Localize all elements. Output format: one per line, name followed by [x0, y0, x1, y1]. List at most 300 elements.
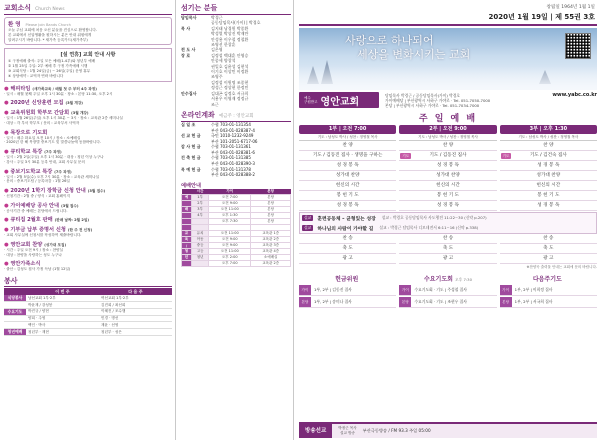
- worship-order-item: [500, 191, 597, 201]
- worship-slot: 중등: [192, 243, 209, 249]
- closing-order-item: 광 고: [399, 254, 496, 264]
- worship-order-grid: [299, 125, 597, 211]
- worship-order-chip: 기도: [502, 154, 510, 158]
- worship-order-text: 헌신의 시간: [335, 183, 360, 188]
- account-number: 부산 043-01-028388-2: [211, 172, 255, 178]
- news-item-line: · 일시 : 매주 화요일 오전 10시 / 장소 : 소예배실: [4, 135, 81, 140]
- account-number: 수협 703-01-131385: [211, 155, 251, 161]
- news-item-title: [4, 216, 172, 223]
- staff-role: 담임목사: [181, 15, 197, 20]
- broadcast-label: 방송선교: [299, 424, 332, 438]
- news-item-title-text: 2020년 1학기 장학금 신청 안내: [10, 187, 86, 194]
- worship-order-text: 성 경 봉 독: [436, 203, 460, 208]
- worship-group-label: 예: [182, 195, 192, 201]
- worship-order-text: 봉 헌 기 도: [336, 193, 359, 198]
- worship-order-item: [399, 181, 496, 191]
- table-row: [182, 249, 291, 255]
- staff-column: [178, 0, 294, 440]
- staff-names: 김정섭 이원명 조종현: [211, 79, 249, 85]
- duty-summary-title-text: 헌금위원: [335, 276, 359, 283]
- issue-date: 2020년 1월 19일 | 제 55권 3호: [488, 13, 595, 21]
- worship-order-text: 헌신의 시간: [536, 183, 561, 188]
- table-row: [182, 255, 291, 261]
- worship-time: 오전 9:00: [209, 201, 251, 207]
- service-duty-table: [4, 288, 172, 336]
- service-duty-label: [4, 315, 26, 322]
- account-number: 국민 1010-1232-9249: [211, 133, 254, 139]
- staff-names: 김대곤 김정호 서규희: [211, 90, 249, 96]
- snow-overlay: [299, 66, 597, 90]
- duty-summary-text: 1부, 2부 | 김동진 집사: [314, 286, 352, 292]
- service-duty-label: 식당봉사: [4, 295, 26, 302]
- service-duty-next-week: 여선교회 1부·2부: [99, 295, 172, 302]
- worship-order-item: [299, 201, 396, 211]
- news-item-line: · 공사기간 중 예배는 본당에서 드립니다.: [4, 208, 68, 213]
- table-row: [4, 308, 172, 315]
- news-item-line: · 대상 : 각 부서 학부모 / 문의 : 교육부서 사역자: [4, 120, 80, 125]
- worship-order-item: [500, 141, 597, 151]
- service-duty-label: [4, 302, 26, 309]
- worship-place: 교육관 4층: [251, 249, 291, 255]
- worship-service-tag: 2부 | 오전 9:00: [399, 125, 496, 134]
- worship-guide-col-header: 시간: [192, 189, 209, 195]
- footnote: ※찬양곡 출력물 안내는 교회에 문의 바랍니다.: [526, 265, 597, 269]
- duty-summary-line: [500, 296, 597, 308]
- service-duty-this-week: 박진규 / 양현: [26, 308, 99, 315]
- worship-order-text: 성 경 봉 독: [336, 163, 359, 168]
- broadcast-preacher: 박정근 목사 설교 방송: [338, 426, 357, 435]
- worship-service-tag: 3부 | 오후 1:30: [500, 125, 597, 134]
- worship-order-text: 성가대 찬양: [536, 173, 561, 178]
- news-item-title: [4, 148, 172, 155]
- bullet-icon: ●: [4, 100, 11, 107]
- account-number: 수협 703-01-131361: [211, 144, 251, 150]
- duty-location-pill: 가이: [500, 285, 512, 295]
- worship-order-text: 성 경 봉 독: [436, 163, 460, 168]
- worship-place: 소예배실: [251, 255, 291, 261]
- table-row: [182, 243, 291, 249]
- church-slogan: 사랑으로 하나되어 세상을 변화시키는 교회: [345, 34, 471, 61]
- news-item-line: · 일시 : 2월 5일(수) 오후 7시 30분 · 장소 : 교육관 세미나실: [4, 174, 100, 179]
- worship-group-label: 교: [182, 231, 192, 237]
- account-row: [181, 172, 291, 178]
- news-item-extra: (3월 접수): [87, 188, 106, 193]
- news-item-title: [4, 109, 172, 116]
- worship-order-item: [299, 191, 396, 201]
- news-item-extra: (성가대 모집): [44, 243, 67, 248]
- service-duty-this-week: 백인 · 박사: [26, 322, 99, 329]
- worship-service-tag: 1부 | 오전 7:00: [299, 125, 396, 134]
- sermon-title: 훈련공동체 – 균형있는 성장: [317, 216, 376, 222]
- worship-place: 본당: [251, 201, 291, 207]
- service-duty-label: [4, 322, 26, 329]
- worship-service-leaders: 기도 : 남성도 박사 / 성찬 : 정영철 목사: [299, 134, 396, 141]
- closing-order-item: 광 고: [500, 254, 597, 264]
- duty-summary-text: 수요기도회 · 기도 | 조현우 집사: [414, 298, 467, 304]
- account-number: 수협 703-01-131378: [211, 166, 251, 172]
- news-item-title: [4, 85, 172, 92]
- worship-order-text: 찬 양: [442, 143, 454, 148]
- bullet-icon: ●: [4, 149, 11, 156]
- worship-place: 교육관 1층: [251, 231, 291, 237]
- duty-location-pill: 가이: [399, 285, 411, 295]
- worship-order-item: [299, 141, 396, 151]
- sermon-row: [300, 223, 596, 233]
- worship-place: 본당: [251, 213, 291, 219]
- worship-guide-table: [181, 189, 291, 267]
- duty-summary-text: 1부, 2부 | 서국희 집사: [514, 298, 553, 304]
- worship-order-item: [500, 171, 597, 181]
- worship-order-item: [299, 171, 396, 181]
- closing-order-column: [299, 234, 396, 264]
- duty-summary-line: [500, 284, 597, 296]
- news-item-line: · 일시 : 1월 26일(주일) 오후 1시 30분 ~ 3시 · 장소 : 교육관 2층 세미나실: [4, 116, 123, 121]
- closing-order-column: [500, 234, 597, 264]
- worship-time: 오후 7:30: [209, 219, 251, 225]
- worship-group-label: /: [182, 243, 192, 249]
- duty-summary-line: [399, 284, 496, 296]
- duty-summary-sub: 오후 7:30: [454, 277, 473, 282]
- closing-order-item: 광 고: [299, 254, 396, 264]
- service-duty-col-header: 이 번 주: [26, 288, 99, 295]
- bullet-icon: ●: [4, 168, 11, 175]
- account-type: 십 일 조: [181, 121, 196, 127]
- qr-code-icon[interactable]: [565, 33, 591, 59]
- duty-summary-text: 수요기도회 · 기도 | 주성철 집사: [414, 286, 467, 292]
- staff-header: 섬기는 분들: [181, 3, 291, 15]
- news-item-extra: (7주 과정): [44, 150, 62, 155]
- worship-group-label: 육: [182, 237, 192, 243]
- news-item-line: · 일시 : 2월 2일(주일) 오후 1시 30분 · 대상 : 청년 이상 누구나: [4, 155, 104, 160]
- news-item-line: · 일시 : 매월 첫째 주일 오후 1시 30분 · 장소 : 본당 11:30, 오후 2시: [4, 91, 113, 96]
- service-duty-label: 청년예배: [4, 329, 26, 336]
- news-item-line: · 신청기간 : 2월 중 / 양식 : 교회 홈페이지: [4, 193, 70, 198]
- service-duty-this-week: 청년부 · 재현: [26, 329, 99, 336]
- bullet-icon: ●: [4, 187, 11, 194]
- holiday-notice-line: ④ 상담예약 : 교역자 연락 바랍니다: [8, 73, 64, 78]
- church-news-column: [0, 0, 176, 440]
- worship-place: 교육관 2층: [251, 261, 291, 267]
- worship-order-text: 기도 / 김동진 집사 · 생명을 구하는: [312, 153, 383, 158]
- news-item-line: · 출산 : 김성도 집사 가정 득남 (1월 12일): [4, 267, 71, 272]
- closing-order-grid: [299, 234, 597, 264]
- closing-order-item: 찬 송: [299, 234, 396, 244]
- worship-place: 교육관 3층: [251, 243, 291, 249]
- bullet-icon: ●: [4, 242, 11, 249]
- worship-order-text: 헌신의 시간: [436, 183, 460, 188]
- duty-summary-line: [299, 284, 396, 296]
- worship-place: 본당: [251, 219, 291, 225]
- sermon-title: 하나님의 사람이 가야할 길: [317, 226, 374, 232]
- sermon-info: 설교 : 박경근 담임목사 디모데전서 6:11~16 (신약 p.338): [379, 225, 479, 230]
- bulletin-front-column: [296, 0, 600, 440]
- worship-order-item: [500, 151, 597, 161]
- news-item-line: · 교회 사무실에 신청서를 작성하여 제출바랍니다.: [4, 233, 82, 238]
- service-duty-next-week: 재윤 · 선영: [99, 322, 172, 329]
- staff-names: 김정섭 백대훈 안영승: [211, 52, 249, 58]
- worship-order-text: 성 경 봉 독: [537, 163, 560, 168]
- service-duty-col-header: [4, 288, 26, 295]
- news-item-extra: (3월 접수): [61, 203, 79, 208]
- staff-role: 장 로: [181, 52, 191, 58]
- staff-role: 안수집사: [181, 90, 197, 96]
- worship-service-column: [399, 125, 496, 211]
- news-item-title-text: 중보기도학교 특강: [10, 168, 53, 175]
- worship-order-item: [399, 141, 496, 151]
- news-item-line: · 문의 : 중보기도팀 / 등록마감 : 1월 26일: [4, 179, 70, 184]
- duty-summary-text: 1부, 2부 | 송미나 집사: [314, 298, 352, 304]
- account-number: 부산 043-01-028387-4: [211, 127, 255, 133]
- worship-group-label: [182, 261, 192, 267]
- holiday-notice-line: ③ 교회식당 : 1월 24일(금) ~ 26일(주일) 운영 휴무: [8, 68, 91, 73]
- worship-order-item: [500, 161, 597, 171]
- worship-service-column: [299, 125, 396, 211]
- duty-summary-grid: [299, 274, 597, 308]
- broadcast-info: 부산극동방송 / FM 93.3 주일 05:00: [362, 428, 431, 433]
- news-item-title-text: 큐티집 2월호 판매: [10, 217, 53, 224]
- worship-time: 오후 2:00: [209, 255, 251, 261]
- duty-summary-title: [500, 274, 597, 283]
- staff-names: 안성용 이우철 정철환: [211, 36, 249, 42]
- closing-order-item: 찬 송: [500, 234, 597, 244]
- welcome-line: 알려주시기 바랍니다. * 새가족 등록카드(새가족부): [8, 37, 88, 42]
- worship-group-label: 년: [182, 255, 192, 261]
- duty-location-pill: 본당: [299, 297, 311, 307]
- duty-summary-title-text: 다음주기도: [532, 276, 562, 283]
- staff-names: 김은영: [211, 47, 223, 53]
- worship-order-item: [399, 191, 496, 201]
- staff-names: 공동담임목사(가이) | 박경호: [211, 20, 261, 26]
- news-item-title-text: 2020년 신앙훈련 모집: [10, 100, 64, 107]
- table-row: [4, 302, 172, 309]
- news-item-title: [4, 99, 172, 106]
- account-number: 부산 101-2051-6717-06: [211, 138, 258, 144]
- news-item-extra: (판매 날짜: 2월 2일): [54, 218, 89, 223]
- duty-location-pill: 본당: [399, 297, 411, 307]
- church-logo: 예수 구원받고 영안교회: [299, 92, 379, 108]
- news-item-extra: (3월 개강): [71, 111, 89, 116]
- worship-order-item: [399, 171, 496, 181]
- table-row: [4, 315, 172, 322]
- staff-names: 서용우 이영재 정정규: [211, 96, 249, 102]
- staff-names: 이기호 이상민 이정환: [211, 69, 249, 75]
- staff-names: 안종세 양창석: [211, 58, 236, 64]
- worship-slot: 아동: [192, 237, 209, 243]
- staff-role: 목 사: [181, 25, 191, 31]
- worship-order-item: [399, 151, 496, 161]
- account-number: 수협 703-01-131354: [211, 121, 251, 127]
- news-item-title-text: 영안가족소식: [10, 261, 41, 268]
- website-link[interactable]: www.yabc.co.kr: [552, 91, 597, 98]
- welcome-title: 환 영 Please Join Bands Church: [8, 22, 71, 28]
- account-type: 건 축 헌 금: [181, 155, 201, 161]
- service-duty-this-week: 박윤재 / 강성봉: [26, 302, 99, 309]
- table-row: [4, 322, 172, 329]
- worship-place: 본당: [251, 207, 291, 213]
- news-item-title: [4, 260, 172, 267]
- staff-names: 김지태 남경원 박종환: [211, 25, 249, 31]
- news-item-title: [4, 168, 172, 175]
- worship-order-item: [500, 181, 597, 191]
- news-item-title-text: 기부금 납부 증명서 신청: [10, 227, 66, 234]
- holiday-notice-line: ② 1월 25일 주일: 2부 예배 후 구정 가족예배 시행: [8, 64, 88, 69]
- service-duty-this-week: 양희 · 주영: [26, 315, 99, 322]
- service-duty-next-week: 김진희 / 최선희: [99, 302, 172, 309]
- account-type: [181, 172, 211, 178]
- news-item-title: [4, 226, 172, 233]
- bullet-icon: ●: [4, 110, 11, 117]
- duty-summary-line: [299, 296, 396, 308]
- worship-order-text: 성 경 봉 독: [336, 203, 359, 208]
- staff-names: 박성열 박상진 박재만: [211, 31, 249, 37]
- bullet-icon: ●: [4, 85, 11, 92]
- worship-order-chip: 기도: [402, 154, 410, 158]
- news-item-title-text: 영안교회 찬양: [10, 242, 43, 249]
- news-item-extra: (한 주 전 신청): [67, 228, 93, 233]
- broadcast-bar: [299, 422, 597, 438]
- issue-date-bar: [299, 11, 597, 26]
- worship-order-text: 기도 / 김건숙 집사: [529, 153, 567, 158]
- news-item-title: [4, 241, 172, 248]
- worship-guide-col-header: 가이: [209, 189, 251, 195]
- duty-summary-line: [399, 296, 496, 308]
- worship-order-item: [299, 181, 396, 191]
- account-type: 감 사 헌 금: [181, 144, 201, 150]
- worship-time: 오전 9:00: [209, 237, 251, 243]
- closing-order-column: [399, 234, 496, 264]
- worship-service-leaders: 기도 : 남성도 박사 / 성찬 : 정영철 목사: [399, 134, 496, 141]
- sermon-chip: 설교: [304, 225, 312, 230]
- worship-service-leaders: 기도 : 남성도 박사 / 성찬 : 정영철 목사: [500, 134, 597, 141]
- founded-date: 창립일 1964년 1월 1일: [546, 5, 595, 10]
- service-duty-label: 수요기도: [4, 308, 26, 315]
- duty-location-pill: 본당: [500, 297, 512, 307]
- worship-order-text: 봉 헌 기 도: [436, 193, 460, 198]
- news-item-title-text: 큐티학교 특강: [10, 149, 43, 156]
- staff-names: 조근: [211, 101, 219, 107]
- duty-summary-column: [299, 274, 396, 308]
- table-row: [4, 295, 172, 302]
- staff-list: [181, 15, 291, 107]
- account-type: 목 예 헌 금: [181, 166, 201, 172]
- worship-guide-header: 예배안내: [181, 182, 202, 189]
- bullet-icon: ●: [4, 217, 11, 224]
- worship-order-item: [399, 201, 496, 211]
- worship-time: 오전 11:00: [209, 249, 251, 255]
- worship-order-text: 성가대 찬양: [335, 173, 360, 178]
- church-news-header: 교회소식 Church News: [4, 3, 172, 15]
- worship-time: 오후 1:30: [209, 213, 251, 219]
- service-duty-col-header: 다 음 주: [99, 288, 172, 295]
- welcome-line: 오늘 주님 교회에 처음 오신 분들을 진심으로 환영합니다.: [8, 28, 97, 32]
- worship-slot: 1부: [192, 195, 209, 201]
- church-contact: 담임목사 박경근 / 공동담임목사(가이) 박경호 www.yabc.co.kr 가이예배당 | 부산광역시 사하구 가야로 · Tel. 051-7050-7000 본당 | 부산광역시 사하구 가야로 · Tel. 051-7034-7000: [385, 91, 597, 108]
- news-item-title: [4, 187, 172, 194]
- worship-order-item: [500, 201, 597, 211]
- worship-order-text: 봉 헌 기 도: [537, 193, 560, 198]
- worship-slot: [192, 261, 209, 267]
- worship-time: 오전 9:00: [209, 243, 251, 249]
- holiday-notice-box: [4, 48, 172, 81]
- worship-guide-col-header: 본당: [251, 189, 291, 195]
- worship-order-text: 찬 양: [342, 143, 353, 148]
- service-duty-header: 봉사: [4, 276, 172, 287]
- sunday-worship-title: 주 일 예 배: [418, 114, 478, 124]
- staff-names: 권일호 김윤성 김현석: [211, 63, 249, 69]
- duty-summary-text: 1부, 2부 | 이희정 집사: [514, 286, 553, 292]
- news-item-title: [4, 202, 172, 209]
- worship-slot: 4부: [192, 213, 209, 219]
- worship-slot: 고등: [192, 249, 209, 255]
- worship-time: 오후 7:00: [209, 261, 251, 267]
- news-item-extra: (7주 과정): [54, 169, 72, 174]
- masthead: [299, 3, 597, 11]
- duty-summary-title: [299, 274, 396, 283]
- closing-order-item: 찬 송: [399, 234, 496, 244]
- online-account-header: 온라인계좌 예금주 : 영안교회: [181, 110, 291, 122]
- duty-summary-title-text: 수요기도회: [423, 276, 453, 283]
- duty-summary-column: [500, 274, 597, 308]
- account-number: 부산 043-01-028390-3: [211, 161, 255, 167]
- news-item-title-text: 해피타임: [10, 85, 31, 92]
- service-duty-this-week: 남선교회 1부·2부: [26, 295, 99, 302]
- bullet-icon: ●: [4, 129, 11, 136]
- bullet-icon: ●: [4, 202, 11, 209]
- staff-row: [181, 102, 291, 107]
- worship-order-item: [299, 161, 396, 171]
- news-item-title-text: 교육위원회 학부모 간담회: [10, 110, 70, 117]
- bullet-icon: ●: [4, 227, 11, 234]
- worship-order-item: [299, 151, 396, 161]
- news-item-extra: (새가족교육 / 매월 첫 주 부터 4주 과정): [32, 86, 97, 91]
- news-item-line: · 시간 : 주일 오전 9시 / 장소 : 찬양실: [4, 248, 64, 253]
- news-item-extra: (3월 개강): [65, 101, 83, 106]
- worship-order-text: 기도 / 김동진 집사: [429, 153, 467, 158]
- duty-summary-title: [399, 274, 496, 283]
- news-item-title: [4, 129, 172, 136]
- worship-order-text: 성 경 봉 독: [537, 203, 560, 208]
- staff-role: 전 도 사: [181, 47, 196, 53]
- staff-names: 박경근: [211, 15, 223, 20]
- account-list: [181, 122, 291, 178]
- worship-slot: 청년: [192, 255, 209, 261]
- bullet-icon: ●: [4, 261, 11, 268]
- service-duty-next-week: 청년부 · 성은: [99, 329, 172, 336]
- worship-slot: 3부: [192, 207, 209, 213]
- closing-order-item: 축 도: [299, 244, 396, 254]
- hero-banner: [299, 28, 597, 90]
- table-row: [182, 231, 291, 237]
- news-item-title-text: 가이예배당 공사 안내: [10, 202, 60, 209]
- sermon-box: [299, 212, 597, 234]
- news-items-list: [4, 85, 172, 273]
- sermon-chip: 설교: [304, 215, 312, 220]
- worship-place: 본당: [251, 195, 291, 201]
- table-row: [182, 237, 291, 243]
- service-duty-next-week: 민경 · 명선: [99, 315, 172, 322]
- closing-order-item: 축 도: [399, 244, 496, 254]
- worship-order-text: 찬 양: [543, 143, 554, 148]
- account-type: 선 교 헌 금: [181, 133, 201, 139]
- welcome-box: [4, 17, 172, 45]
- duty-summary-column: [399, 274, 496, 308]
- holiday-notice-title: [설 연휴] 교회 안내 사항: [60, 52, 116, 59]
- worship-group-label: 청: [182, 249, 192, 255]
- worship-service-column: [500, 125, 597, 211]
- worship-time: 오전 11:00: [209, 207, 251, 213]
- worship-slot: 2부: [192, 201, 209, 207]
- news-item-line: · 대상 : 찬양을 사랑하는 성도 누구나: [4, 252, 62, 257]
